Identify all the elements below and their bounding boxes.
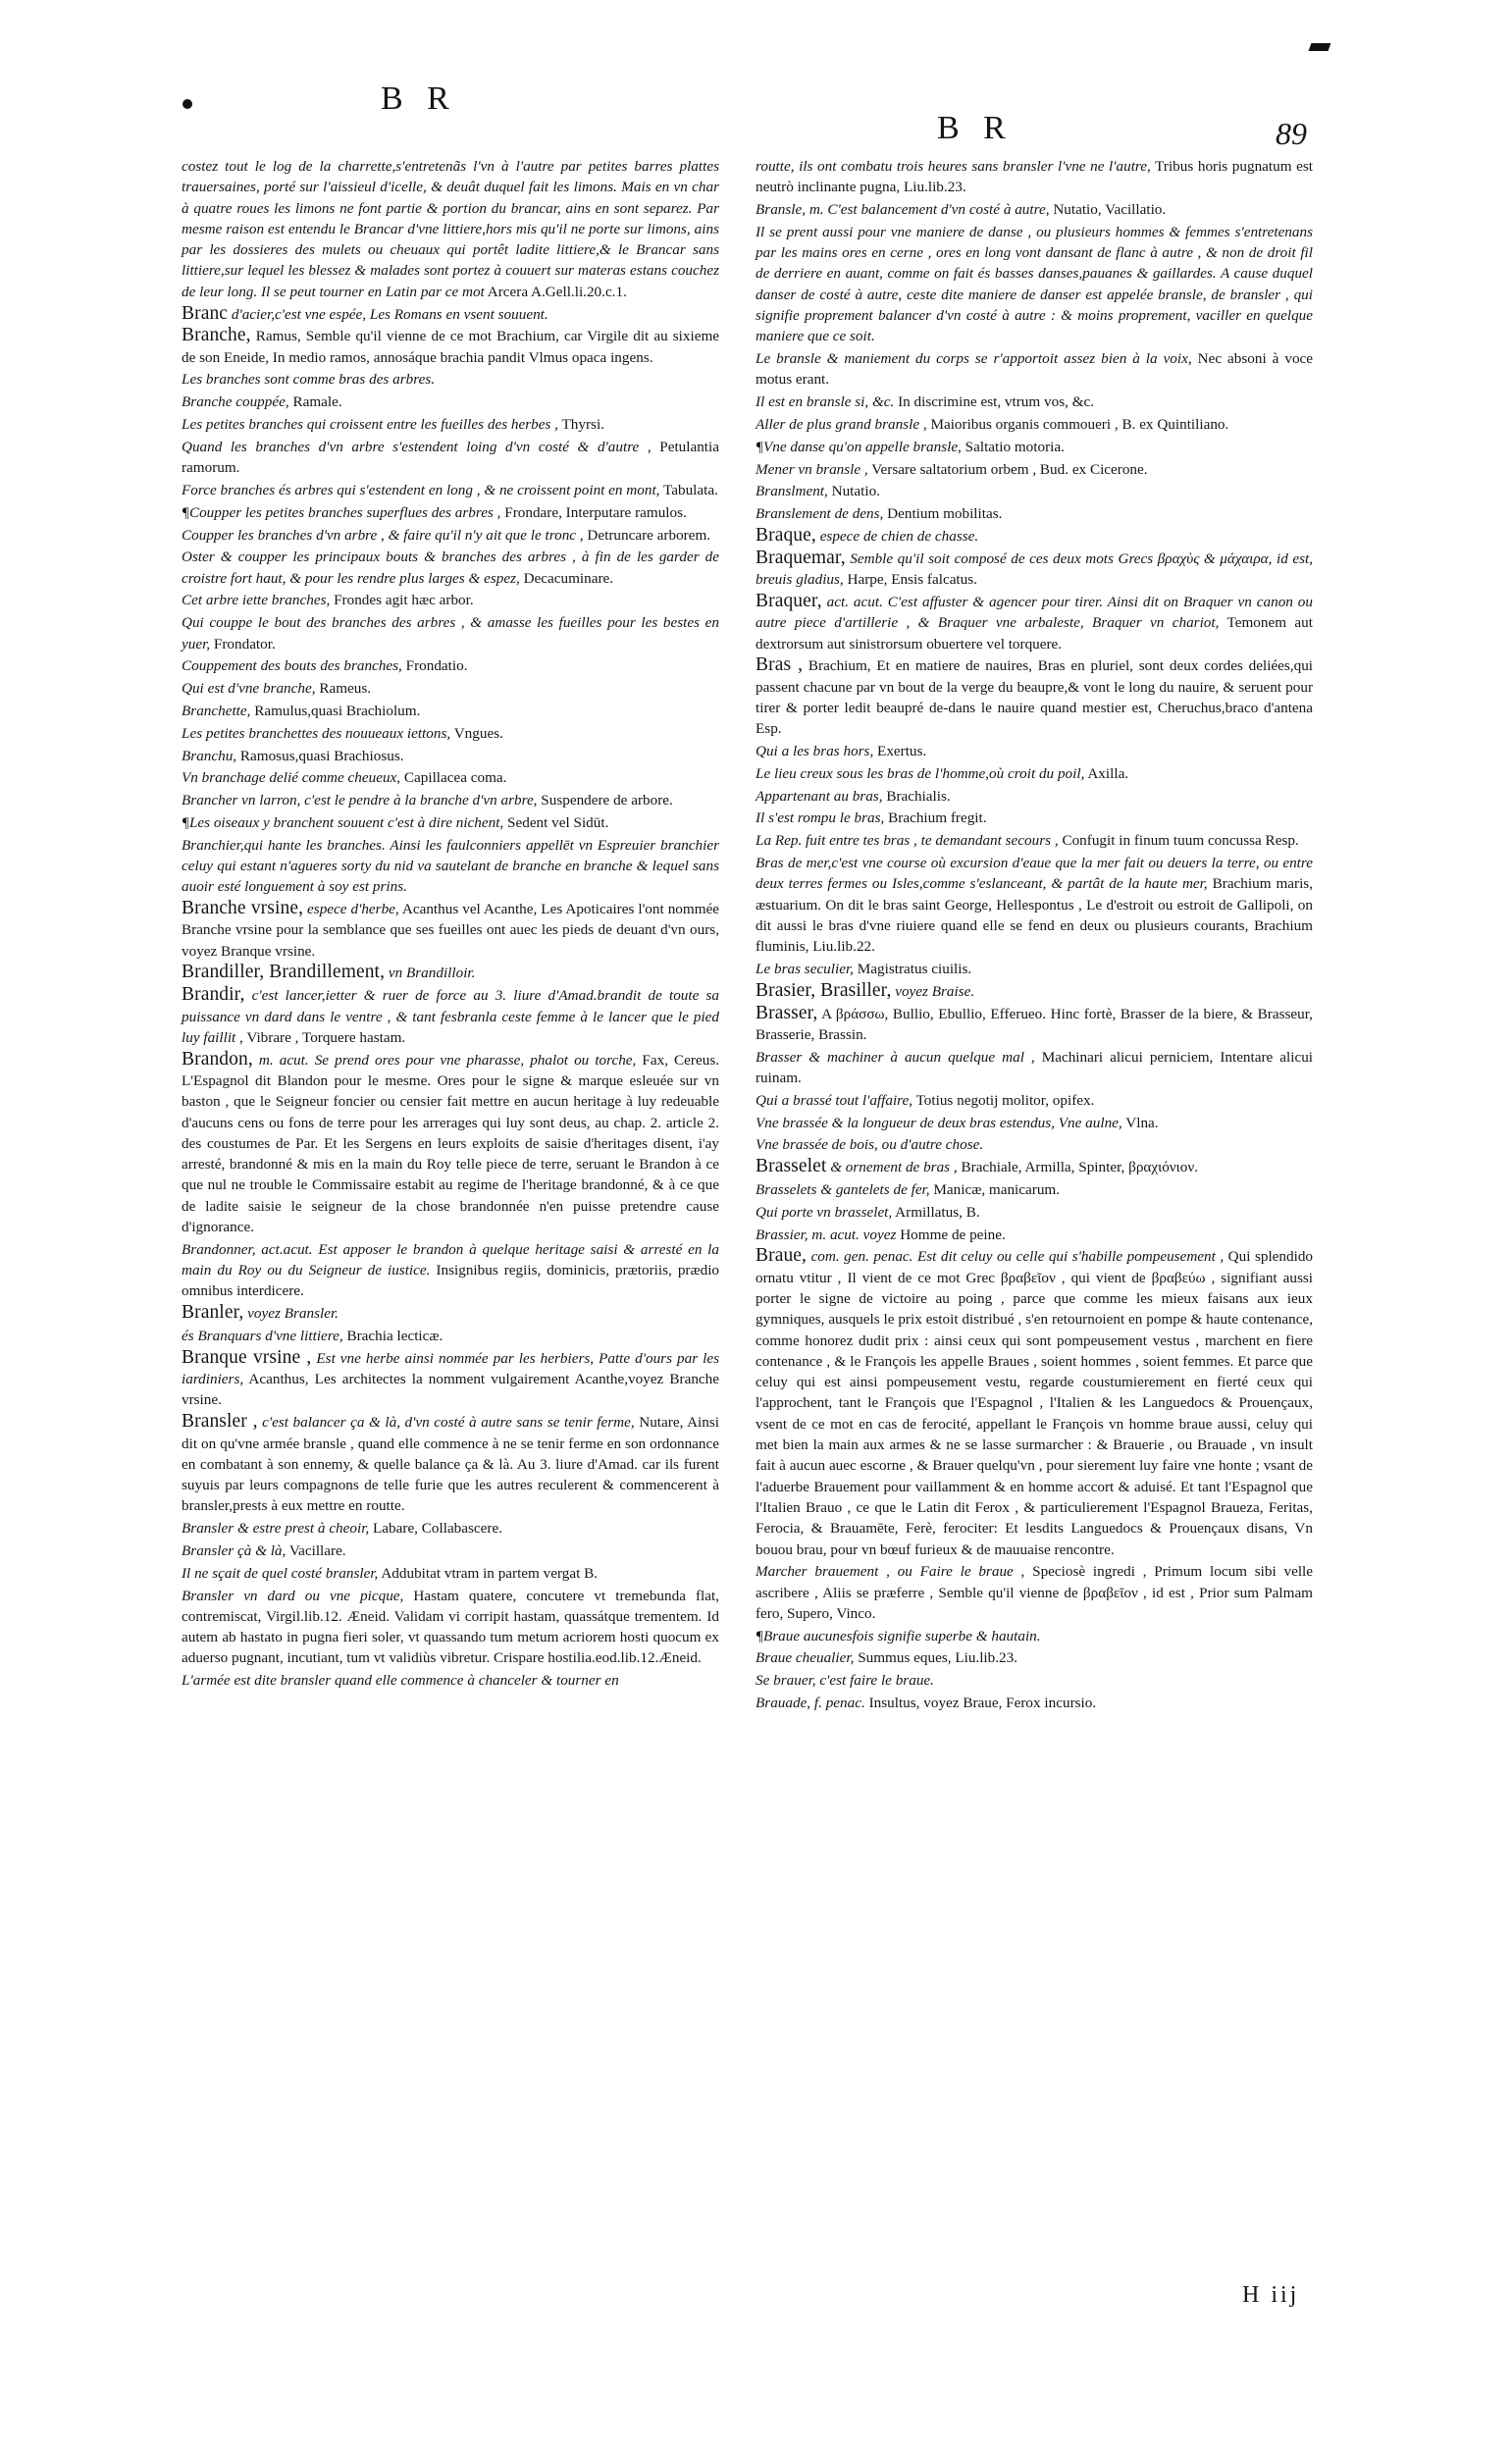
latin-text: Speciosè ingredi , Primum locum sibi velle ascribere , Aliis se præferre , Semble qu'il vienne de βραβεῖον , id est , Prior sum Palmam fero, Supero, Vinco. <box>756 1563 1313 1622</box>
latin-text: Labare, Collabascere. <box>373 1520 503 1538</box>
dictionary-entry <box>756 458 1313 480</box>
french-text: Aller de plus grand bransle , <box>756 416 927 434</box>
latin-text: Nec absoni à voce motus erant. <box>756 350 1314 389</box>
headword: Brasier, Brasiller, <box>756 979 892 1001</box>
headword: Braque, <box>756 525 816 547</box>
french-text: Vne brassée & la longueur de deux bras estendus, Vne aulne, <box>756 1114 1122 1131</box>
dictionary-entry <box>182 834 719 898</box>
french-text: Qui est d'vne branche, <box>182 680 316 698</box>
latin-text: Frondes agit hæc arbor. <box>334 592 474 609</box>
latin-text: Vlna. <box>1125 1114 1159 1131</box>
dictionary-entry <box>756 958 1313 979</box>
french-text: Branslement de dens, <box>756 505 884 523</box>
french-text: voyez Bransler. <box>247 1305 339 1323</box>
latin-text: Axilla. <box>1087 764 1129 782</box>
french-text: Se brauer, c'est faire le braue. <box>756 1672 934 1690</box>
french-text: Coupper les branches d'vn arbre , & faire qu'il n'y ait que le tronc , <box>182 526 584 544</box>
french-text: d'acier,c'est vne espée, Les Romans en vsent souuent. <box>231 305 548 323</box>
french-text: Les petites branchettes des nouueaux iettons, <box>182 724 451 742</box>
dictionary-entry <box>756 980 1313 1002</box>
dictionary-entry <box>182 413 719 435</box>
running-head-right: B R <box>937 110 1014 146</box>
dictionary-entry <box>756 591 1313 654</box>
french-text: Bras de mer,c'est vne course où excursion d'eaue que la mer fait ou deuers la terre, ou entre deux terres fermes ou Isles,comme s'eslanceant, & partât de la haute mer, <box>756 855 1313 893</box>
dictionary-entry <box>756 785 1313 807</box>
dictionary-entry <box>756 1003 1313 1046</box>
french-text: Branche couppée, <box>182 393 289 411</box>
french-text: Brassier, m. acut. voyez <box>756 1226 897 1243</box>
dictionary-entry <box>756 436 1313 457</box>
french-text: c'est balancer ça & là, d'vn costé à autre sans se tenir ferme, <box>262 1414 635 1432</box>
latin-text: Brachiale, Armilla, Spinter, βραχιόνιον. <box>961 1159 1199 1176</box>
latin-text: Thyrsi. <box>561 416 604 434</box>
french-text: Mener vn bransle , <box>756 460 868 478</box>
french-text: Couppement des bouts des branches, <box>182 657 402 675</box>
dictionary-entry <box>182 1562 719 1584</box>
page-number: 89 <box>1276 116 1307 151</box>
french-text: Branslment, <box>756 483 828 500</box>
latin-text: Vngues. <box>453 724 503 742</box>
dictionary-entry <box>182 611 719 654</box>
headword: Branche vrsine, <box>182 898 304 919</box>
latin-text: Ramale. <box>292 393 342 411</box>
dictionary-entry <box>182 1325 719 1346</box>
french-text: Qui a brassé tout l'affaire, <box>756 1091 913 1109</box>
dictionary-entry <box>182 1238 719 1302</box>
latin-text: A βράσσω, Bullio, Ebullio, Efferueo. Hinc fortè, Brasser de la biere, & Brasseur, Brasserie, Brassin. <box>756 1005 1313 1043</box>
dictionary-entry <box>756 413 1313 435</box>
latin-text: Brachialis. <box>886 787 951 805</box>
dictionary-entry <box>756 525 1313 547</box>
french-text: & ornement de bras , <box>830 1159 958 1176</box>
french-text: Brasser & machiner à aucun quelque mal , <box>756 1048 1035 1066</box>
latin-text: Temonem aut dextrorsum aut sinistrorsum obuertere vel torquere. <box>756 614 1313 652</box>
latin-text: Armillatus, B. <box>895 1203 980 1221</box>
latin-text: Acanthus vel Acanthe, Les Apoticaires l'ont nommée Branche vrsine pour la semblance que ses fueilles ont auec les pieds de deuant d'vn ours, voyez Branque vrsine. <box>182 901 719 960</box>
dictionary-entry <box>756 1669 1313 1691</box>
latin-text: Addubitat vtram in partem vergat B. <box>381 1564 599 1582</box>
dictionary-entry <box>182 984 719 1048</box>
french-text: Il ne sçait de quel costé bransler, <box>182 1564 379 1582</box>
dictionary-entry <box>756 391 1313 412</box>
french-text: Le bras seculier, <box>756 960 854 977</box>
dictionary-entry <box>182 700 719 721</box>
latin-text: Machinari alicui perniciem, Intentare alicui ruinam. <box>756 1048 1314 1086</box>
latin-text: Exertus. <box>877 743 927 760</box>
latin-text: Capillacea coma. <box>403 769 507 787</box>
french-text: Branchu, <box>182 747 237 764</box>
latin-text: Frondator. <box>213 635 276 652</box>
french-text: Brauade, f. penac. <box>756 1695 865 1712</box>
headword: Bransler , <box>182 1411 258 1433</box>
french-text: Brandonner, act.acut. Est apposer le brandon à quelque heritage saisi & arresté en la main du Roy ou du Seigneur de iustice. <box>182 1240 719 1279</box>
latin-text: Vibrare , Torquere hastam. <box>246 1028 406 1046</box>
dictionary-entry <box>182 1049 719 1238</box>
dictionary-entry <box>182 1517 719 1539</box>
latin-text: Maioribus organis commoueri , B. ex Quintiliano. <box>930 416 1229 434</box>
dictionary-entry <box>756 1178 1313 1200</box>
french-text: act. acut. C'est affuster & agencer pour tirer. Ainsi dit on Braquer vn canon ou autre piece d'artillerie , & Braquer vne arbaleste, Braquer vn chariot, <box>756 593 1313 632</box>
latin-text: Versare saltatorium orbem , Bud. ex Cicerone. <box>871 460 1148 478</box>
dictionary-entry <box>756 480 1313 501</box>
french-text: Le bransle & maniement du corps se r'apportoit assez bien à la voix, <box>756 350 1192 368</box>
french-text: Force branches és arbres qui s'estendent en long , & ne croissent point en mont, <box>182 481 660 498</box>
dictionary-entry <box>182 303 719 325</box>
french-text: La Rep. fuit entre tes bras , te demandant secours , <box>756 832 1059 850</box>
latin-text: Acanthus, Les architectes la nomment vulgairement Acanthe,voyez Branche vrsine. <box>182 1371 719 1409</box>
french-text: Vne brassée de bois, ou d'autre chose. <box>756 1136 984 1154</box>
latin-text: Ramulus,quasi Brachiolum. <box>254 702 421 719</box>
latin-text: Nutatio. <box>831 483 880 500</box>
french-text: Il se prent aussi pour vne maniere de danse , ou plusieurs hommes & femmes s'entretenans par les mains ores en cerne , ores en long vont dansant de flanc à autre , & non de droit fil de derriere en auant, comme on fait és basses danses,pauanes & gaillardes. A cause duquel danser de costé à autre, ceste dite maniere de danser est appelée bransle, de bransler , qui signifie proprement balancer d'vn costé à autre : & moins proprement, vaciller en quelque maniere que ce soit. <box>756 223 1313 345</box>
dictionary-entry <box>182 155 719 302</box>
french-text: L'armée est dite bransler quand elle commence à chanceler & tourner en <box>182 1672 619 1690</box>
headword: Bras , <box>756 654 804 676</box>
dictionary-entry <box>182 589 719 610</box>
french-text: Il est en bransle si, &c. <box>756 393 895 411</box>
latin-text: Vacillare. <box>288 1542 346 1559</box>
dictionary-entry <box>756 1625 1313 1646</box>
dictionary-entry <box>182 436 719 479</box>
latin-text: Ramosus,quasi Brachiosus. <box>239 747 404 764</box>
french-text: com. gen. penac. Est dit celuy ou celle qui s'habille pompeusement , <box>810 1248 1225 1266</box>
dictionary-entry <box>182 479 719 500</box>
dictionary-entry <box>182 789 719 810</box>
headword: Brasselet <box>756 1156 827 1177</box>
french-text: Brancher vn larron, c'est le pendre à la branche d'vn arbre, <box>182 792 538 809</box>
dictionary-entry <box>756 1133 1313 1155</box>
french-text: Est vne herbe ainsi nommée par les herbiers, Patte d'ours par les iardiniers, <box>182 1349 719 1388</box>
latin-text: Manicæ, manicarum. <box>933 1180 1061 1198</box>
dictionary-entry <box>756 1224 1313 1245</box>
latin-text: Insultus, voyez Braue, Ferox incursio. <box>868 1695 1097 1712</box>
latin-text: Brachium, Et en matiere de nauires, Bras en pluriel, sont deux cordes deliées,qui passent chacune par vn bout de la verge du beaupre,& vont le long du nauire, & seruent pour tirer & porter ledit beaupré de-dans le nauire quand mestier est, Cheruchus,braco d'antena Esp. <box>756 657 1314 738</box>
latin-text: Frondatio. <box>405 657 468 675</box>
french-text: Bransler & estre prest à cheoir, <box>182 1520 370 1538</box>
latin-text: Tabulata. <box>663 481 718 498</box>
right-column <box>756 155 1313 1714</box>
latin-text: Tribus horis pugnatum est neutrò inclinante pugna, Liu.lib.23. <box>756 158 1314 196</box>
headword: Braquer, <box>756 590 822 611</box>
latin-text: Decacuminare. <box>523 569 614 587</box>
dictionary-entry <box>756 548 1313 591</box>
french-text: voyez Braise. <box>895 982 975 1000</box>
french-text: Branchette, <box>182 702 251 719</box>
dictionary-entry <box>182 391 719 412</box>
dictionary-entry <box>756 347 1313 391</box>
headword: Braquemar, <box>756 547 846 568</box>
french-text: Qui a les bras hors, <box>756 743 874 760</box>
french-text: ¶Vne danse qu'on appelle bransle, <box>756 438 962 455</box>
dictionary-entry <box>756 1089 1313 1111</box>
french-text: Quand les branches d'vn arbre s'estendent loing d'vn costé & d'autre , <box>182 438 652 455</box>
latin-text: Homme de peine. <box>900 1226 1006 1243</box>
dictionary-entry <box>756 1201 1313 1223</box>
latin-text: Fax, Cereus. L'Espagnol dit Blandon pour le mesme. Ores pour le signe & marque esleuée sur vn baston , que le Seigneur foncier ou censier fait mettre en aucun heritage à luy redeuable d'aucuns cens ou fons de terre pour les arrerages qui luy sont deus, au chap. 2. article 2. des coustumes de Par. Et les Sergens en leurs exploits de saisie d'heritages disent, i'ay arresté, brandonné & mis en la main du Roy telle piece de terre, seruant le Brandon à ce que nul ne trouble le Commissaire estabit au regime de l'heritage brandonné, & à ce que de ladite saisie le seigneur de la chose brandonnée n'en puisse pretendre cause d'ignorance. <box>182 1051 720 1236</box>
french-text: Oster & coupper les principaux bouts & branches des arbres , à fin de les garder de croistre fort haut, & pour les rendre plus larges & espez, <box>182 548 719 587</box>
dictionary-entry <box>182 501 719 523</box>
dictionary-entry <box>182 1669 719 1691</box>
dictionary-entry <box>182 325 719 368</box>
dictionary-entry <box>756 829 1313 851</box>
dictionary-entry <box>182 524 719 546</box>
french-text: costez tout le log de la charrette,s'entretenãs l'vn à l'autre par petites barres plattes trauersaines, porté sur l'aissieul d'icelle, & deuât duquel fait les limons. Mais en vn char à quatre roues les limons ne font partie & portion du brancar, ains en sont separez. Par mesme raison est entendu le Brancar d'vne littiere,hors mis qu'il ne porte sur limons, ains par les dossieres des mulets ou cheuaux qui portêt ladite littiere,& le Brancar sans littiere,sur lequel les blessez & malades sont portez à couuert sur materas estans couchez de leur long. Il se peut tourner en Latin par ce mot <box>182 158 719 300</box>
latin-text: Sedent vel Sidūt. <box>507 813 609 831</box>
dictionary-entry <box>182 1585 719 1669</box>
french-text: Il s'est rompu le bras, <box>756 809 885 827</box>
french-text: Le lieu creux sous les bras de l'homme,où croit du poil, <box>756 764 1085 782</box>
french-text: és Branquars d'vne littiere, <box>182 1328 343 1345</box>
dictionary-entry <box>756 155 1313 198</box>
dictionary-entry <box>756 1112 1313 1133</box>
headword: Brandiller, Brandillement, <box>182 962 386 983</box>
dictionary-entry <box>756 740 1313 761</box>
french-text: c'est lancer,ietter & ruer de force au 3. liure d'Amad.brandit de toute sa puissance vn dard dans le ventre , & tant fesbranla ceste femme à le lancer que le pied luy faillit , <box>182 987 720 1046</box>
french-text: Braue cheualier, <box>756 1649 855 1667</box>
dictionary-entry <box>182 368 719 390</box>
left-column <box>182 155 719 1692</box>
latin-text: Brachia lecticæ. <box>346 1328 443 1345</box>
french-text: Brasselets & gantelets de fer, <box>756 1180 930 1198</box>
dictionary-entry <box>182 1347 719 1411</box>
dictionary-entry <box>182 722 719 744</box>
latin-text: Saltatio motoria. <box>965 438 1065 455</box>
french-text: espece d'herbe, <box>307 901 399 918</box>
dictionary-entry <box>756 852 1313 957</box>
dictionary-entry <box>756 1692 1313 1713</box>
french-text: Semble qu'il soit composé de ces deux mots Grecs βραχὺς & μάχαιρα, id est, breuis gladius, <box>756 549 1313 589</box>
french-text: Bransler çà & là, <box>182 1542 287 1559</box>
latin-text: Confugit in finum tuum concussa Resp. <box>1062 832 1299 850</box>
latin-text: Insignibus regiis, dominicis, prætoriis, prædio omnibus interdicere. <box>182 1262 720 1300</box>
dictionary-entry <box>182 546 719 589</box>
french-text: Vn branchage delié comme cheueux, <box>182 769 401 787</box>
latin-text: Frondare, Interputare ramulos. <box>504 503 687 521</box>
latin-text: In discrimine est, vtrum vos, &c. <box>898 393 1095 411</box>
latin-text: Arcera A.Gell.li.20.c.1. <box>487 283 627 300</box>
french-text: Qui couppe le bout des branches des arbres , & amasse les fueilles pour les bestes en yuer, <box>182 614 719 652</box>
french-text: ¶Les oiseaux y branchent souuent c'est à dire nichent, <box>182 813 504 831</box>
dictionary-entry <box>182 898 719 962</box>
dictionary-entry <box>182 811 719 833</box>
dictionary-entry <box>182 745 719 766</box>
dictionary-entry <box>182 962 719 983</box>
french-text: Les petites branches qui croissent entre les fueilles des herbes , <box>182 416 558 434</box>
dictionary-entry <box>182 1411 719 1516</box>
latin-text: Detruncare arborem. <box>587 526 711 544</box>
french-text: vn Brandilloir. <box>388 965 476 982</box>
headword: Braue, <box>756 1245 808 1267</box>
dictionary-entry <box>756 807 1313 828</box>
dictionary-entry <box>756 1046 1313 1089</box>
dictionary-entry <box>182 654 719 676</box>
french-text: ¶Braue aucunesfois signifie superbe & hautain. <box>756 1627 1041 1644</box>
dictionary-entry <box>756 1560 1313 1624</box>
dictionary-entry <box>756 654 1313 739</box>
headword: Brandon, <box>182 1048 253 1070</box>
headword: Branque vrsine , <box>182 1346 312 1368</box>
french-text: m. acut. Se prend ores pour vne pharasse, phalot ou torche, <box>258 1051 637 1069</box>
french-text: ¶Coupper les petites branches superflues des arbres , <box>182 503 501 521</box>
french-text: Appartenant au bras, <box>756 787 883 805</box>
latin-text: Harpe, Ensis falcatus. <box>847 571 977 589</box>
french-text: Marcher brauement , ou Faire le braue , <box>756 1563 1025 1581</box>
dictionary-entry <box>756 198 1313 220</box>
signature-mark: H iij <box>1242 2282 1300 2308</box>
dictionary-entry <box>756 221 1313 347</box>
dictionary-entry <box>756 1646 1313 1668</box>
latin-text: Magistratus ciuilis. <box>857 960 972 977</box>
dictionary-entry <box>756 1245 1313 1559</box>
latin-text: Suspendere de arbore. <box>541 792 673 809</box>
running-head-left: B R <box>381 80 457 117</box>
headword: Branler, <box>182 1302 244 1324</box>
dictionary-entry <box>756 502 1313 524</box>
bullet-mark <box>182 99 192 109</box>
dictionary-entry <box>182 766 719 788</box>
french-text: routte, ils ont combatu trois heures sans bransler l'vne ne l'autre, <box>756 158 1151 175</box>
corner-mark <box>1309 43 1331 51</box>
latin-text: Summus eques, Liu.lib.23. <box>858 1649 1018 1667</box>
latin-text: Dentium mobilitas. <box>887 505 1003 523</box>
french-text: espece de chien de chasse. <box>819 528 979 546</box>
latin-text: Nutare, Ainsi dit on qu'vne armée bransle , quand elle commence à ne se tenir ferme en son ordonnance en combatant à son ennemy, & quelle balance ça & là. Au 3. liure d'Amad. car ils furent suyuis par leurs compagnons de telle furie que les autres reculerent & commencerent à bransler,prests à eux mettre en routte. <box>182 1414 720 1515</box>
dictionary-entry <box>756 762 1313 784</box>
latin-text: Hastam quatere, concutere vt tremebunda flat, contremiscat, Virgil.lib.12. Æneid. Validam vi corripit hastam, quassátque trementem. Id autem ab hastato in pugna fieri soler, vt quassando tum metum acriorem hosti quocum ex aduerso pugnant, incutiant, tum vt validiùs vibretur. Crispare hostilia.eod.lib.12.Æneid. <box>182 1587 720 1667</box>
headword: Brasser, <box>756 1002 818 1023</box>
latin-text: Qui splendido ornatu vtitur , Il vient de ce mot Grec βραβεῖον , qui vient de βραβεύω , signifiant aussi porter le signe de victoire au poing , parce que comme les mieux faisans aux ieux gymniques, ausquels le prix estoit distribué , s'en retournoient en pompe & haute contenance, comme honorez dudit prix : ainsi ceux qui sont pompeusement vestus , marchent en fiere contenance , & le François les appelle Braues , soient hommes , soient femmes. Et parce que celuy qui est ainsi pompeusement vestu, regarde coustumierement en fierté ceux qui l'approchent, tant le François que l'Espagnol , l'Italien & les Languedocs & Prouençaux, vsent de ce mot en cas de ferocité, appellant le François vn homme braue aussi, celuy qui met bien la main aux armes & ne se lasse surmarcher : & Brauerie , ou Brauade , vn insult fait à aucun auec escorne , & Brauer quelqu'vn , pour sierement luy faire vne honte ; vsant de l'aduerbe Brauement pour vaillamment & en homme accort & aduisé. Et tant l'Espagnol que l'Italien Brauo , ce que le Latin dit Ferox , & particulierement l'Espagnol Braueza, Feritas, Ferocia, & Brauamēte, Ferè, ferociter: Et lesdits Languedocs & Prouençaux disans, Vn bouou brau, pour vn bœuf furieux & de mauuaise rencontre. <box>756 1248 1314 1558</box>
latin-text: Ramus, Semble qu'il vienne de ce mot Brachium, car Virgile dit au sixieme de son Eneide, In medio ramos, annosáque brachia pandit Vlmus opaca ingens. <box>182 328 720 366</box>
french-text: Cet arbre iette branches, <box>182 592 331 609</box>
french-text: Branchier,qui hante les branches. Ainsi les faulconniers appellēt vn Espreuier branchier celuy qui estant n'agueres sorty du nid va sautelant de branche en branche & lequel sans auoir esté longuement à soy est prins. <box>182 836 719 896</box>
headword: Branc <box>182 302 229 324</box>
french-text: Les branches sont comme bras des arbres. <box>182 371 436 389</box>
latin-text: Rameus. <box>319 680 372 698</box>
latin-text: Brachium fregit. <box>888 809 987 827</box>
french-text: Bransle, m. C'est balancement d'vn costé à autre, <box>756 201 1050 219</box>
headword: Branche, <box>182 325 251 346</box>
headword: Brandir, <box>182 984 245 1006</box>
dictionary-entry <box>182 1302 719 1324</box>
french-text: Qui porte vn brasselet, <box>756 1203 893 1221</box>
latin-text: Nutatio, Vacillatio. <box>1053 201 1167 219</box>
dictionary-entry <box>182 677 719 699</box>
french-text: Bransler vn dard ou vne picque, <box>182 1587 404 1604</box>
dictionary-entry <box>182 1540 719 1561</box>
dictionary-entry <box>756 1156 1313 1177</box>
latin-text: Brachium maris, æstuarium. On dit le bras saint George, Hellespontus , Le d'estroit ou estroit de Gallipoli, on dit aussi le bras d'vne riuiere quand elle se fend en deux ou plusieurs courants, Brachium fluminis, Liu.lib.22. <box>756 875 1313 956</box>
latin-text: Petulantia ramorum. <box>182 438 719 477</box>
latin-text: Totius negotij molitor, opifex. <box>915 1091 1095 1109</box>
